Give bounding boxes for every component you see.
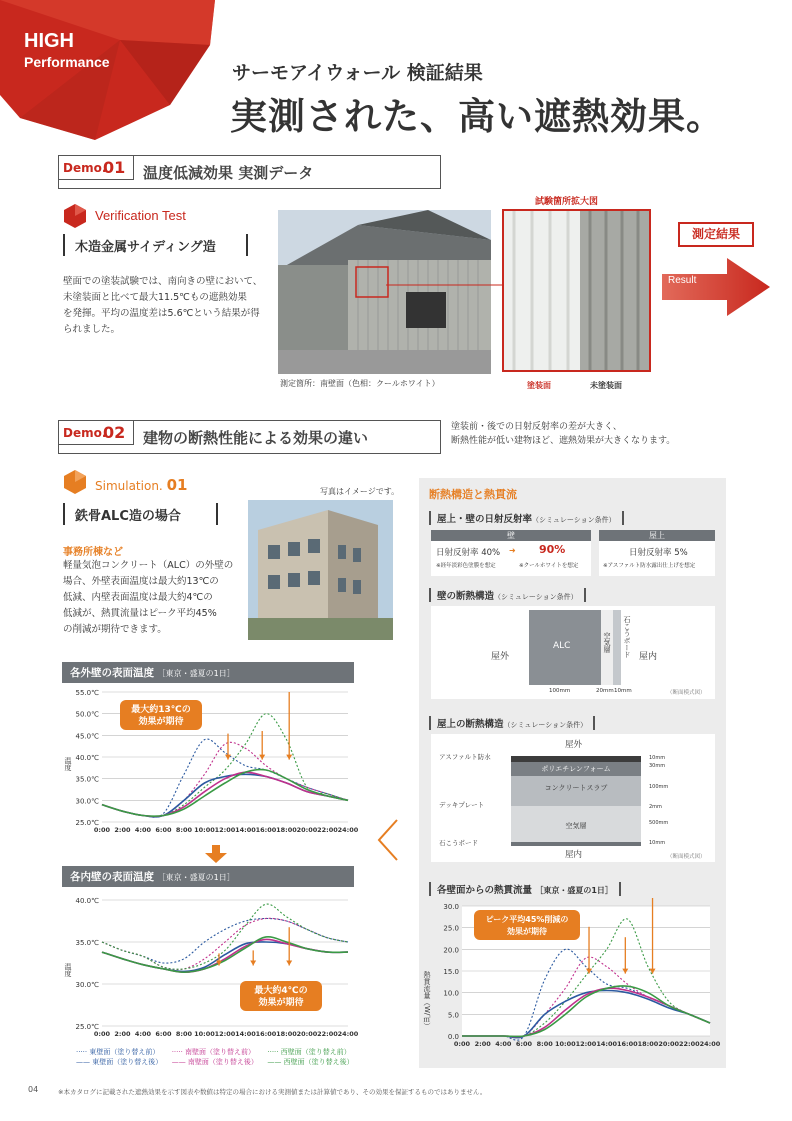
roof-struct-title: 屋上の断熱構造 (437, 719, 504, 730)
x-tick-label: 10:00 (194, 826, 215, 834)
y-axis-label: 温度 (64, 757, 72, 771)
reflect-wall-after-note: ※クールホワイトを想定 (519, 563, 579, 569)
heat-flow-chart (419, 898, 726, 1058)
flow-chart-title: 各壁面からの熱貫流量 (437, 885, 533, 896)
y-tick-label: 35.0℃ (75, 775, 99, 784)
y-tick-label: 5.0 (447, 1011, 459, 1020)
roof-label-board: 石こうボード (439, 839, 478, 847)
wall-struct-title-box (429, 588, 586, 602)
y-tick-label: 30.0℃ (75, 797, 99, 806)
reflect-wall-head: 壁 (431, 530, 591, 541)
result-arrow (662, 256, 772, 318)
panel-title: 断熱構造と熱貫流 (429, 488, 517, 501)
legend (76, 1047, 366, 1067)
x-tick-label: 18:00 (276, 826, 297, 834)
x-tick-label: 22:00 (678, 1040, 700, 1048)
flow-title-box (429, 882, 621, 896)
chart-callout (474, 910, 580, 940)
zoom-photo (502, 209, 651, 372)
verification-structure: 木造金属サイディング造 (75, 240, 216, 255)
wall-inside-label: 屋内 (639, 652, 658, 662)
demo1-tag: Demo. (63, 161, 107, 175)
x-tick-label: 8:00 (536, 1040, 553, 1048)
y-tick-label: 40.0℃ (75, 754, 99, 762)
simulation-title (95, 476, 187, 494)
hexagon-orange-icon (62, 469, 88, 495)
y-tick-label: 15.0 (443, 968, 459, 976)
x-tick-label: 4:00 (134, 826, 152, 834)
demo1-title: 温度低減効果 実測データ (143, 164, 314, 182)
demo2-title: 建物の断熱性能による効果の違い (143, 429, 369, 447)
x-tick-label: 12:00 (214, 826, 236, 834)
x-tick-label: 10:00 (554, 1040, 576, 1048)
roof-dim: 2mm (649, 804, 662, 810)
y-tick-label: 20.0 (443, 946, 459, 955)
callout-text: 効果が期待 (138, 717, 184, 727)
zoom-label: 試験箇所拡大図 (535, 197, 599, 207)
photo-note: 写真はイメージです。 (320, 487, 400, 496)
callout-text: 最大約4℃の (254, 986, 308, 996)
page-number: 04 (28, 1085, 39, 1094)
flow-chart-cond: ［東京・盛夏の1日］ (535, 886, 613, 895)
x-tick-label: 14:00 (235, 826, 256, 834)
demo2-tag: Demo. (63, 426, 107, 440)
roof-struct-title-box (429, 716, 595, 730)
x-tick-label: 22:00 (317, 1030, 338, 1038)
verification-text (63, 274, 273, 338)
page-subtitle: サーモアイウォール 検証結果 (232, 62, 483, 84)
y-tick-label: 25.0℃ (75, 1023, 99, 1031)
simulation-line: 低減が、熱貫流量はピーク平均45% (63, 608, 217, 619)
callout-text: 効果が期待 (507, 927, 547, 936)
badge-line1: HIGH (24, 30, 74, 52)
chevron-left-icon (375, 818, 401, 862)
badge (0, 0, 215, 140)
roof-dim: 500mm (649, 820, 669, 826)
y-tick-label: 35.0℃ (75, 939, 99, 947)
simulation-structure: 鉄骨ALC造の場合 (75, 509, 181, 524)
x-tick-label: 12:00 (575, 1040, 597, 1048)
painted-label: 塗装面 (527, 381, 551, 390)
simulation-line: の削減が期待できます。 (63, 624, 167, 635)
x-tick-label: 18:00 (637, 1040, 659, 1048)
inner-temp-chart (60, 886, 360, 1046)
chart-callout (240, 981, 322, 1011)
badge-line2: Performance (24, 54, 110, 70)
x-tick-label: 14:00 (235, 1030, 256, 1038)
reflect-roof-note: ※アスファルト防水露出仕上げを想定 (603, 563, 696, 569)
zoom-line (386, 279, 506, 291)
wall-dim: 100mm (549, 688, 571, 694)
x-tick-label: 4:00 (495, 1040, 512, 1048)
y-tick-label: 55.0℃ (75, 689, 99, 697)
chart-plot (64, 897, 359, 1038)
simulation-text (63, 558, 243, 638)
footer-note: ※本カタログに記載された遮熱効果を示す図表や数値は特定の場合における実測値または計算値であり、その効果を保証するものではありません。 (58, 1088, 487, 1096)
wall-struct-title: 壁の断熱構造 (437, 591, 495, 602)
x-tick-label: 14:00 (596, 1040, 618, 1048)
reflect-title: 屋上・壁の日射反射率 (437, 514, 533, 525)
x-tick-label: 16:00 (255, 1030, 277, 1038)
building-photo (248, 500, 393, 640)
roof-dims: 10mm 30mm (649, 755, 666, 769)
x-tick-label: 24:00 (337, 1030, 359, 1038)
x-tick-label: 20:00 (296, 826, 318, 834)
x-tick-label: 24:00 (699, 1040, 721, 1048)
roof-inside-label: 屋内 (565, 850, 583, 860)
legend-item: ····· 西壁面（塗り替え前） (267, 1048, 351, 1056)
wall-outside-label: 屋外 (491, 652, 510, 662)
y-tick-label: 30.0℃ (75, 981, 99, 989)
demo2-num: 02 (103, 423, 126, 442)
page-title: 実測された、高い遮熱効果。 (230, 95, 724, 138)
reflect-roof-value: 日射反射率 5% (629, 548, 688, 558)
roof-layer-concrete: コンクリートスラブ (511, 776, 641, 806)
roof-dim: 10mm (649, 840, 666, 846)
verification-structure-box (63, 234, 248, 256)
demo2-desc-line: 塗装前・後での日射反射率の差が大きく、 (451, 422, 622, 432)
chart-plot (64, 689, 359, 834)
simulation-line: 軽量気泡コンクリート（ALC）の外壁の (63, 560, 234, 571)
x-tick-label: 24:00 (337, 826, 359, 834)
x-tick-label: 20:00 (658, 1040, 680, 1048)
outer-chart-header (62, 662, 354, 683)
inner-chart-title: 各内壁の表面温度 (70, 871, 154, 883)
roof-label-asphalt: アスファルト防水 (439, 753, 491, 761)
x-tick-label: 4:00 (134, 1030, 152, 1038)
roof-outside-label: 屋外 (565, 740, 583, 750)
wall-board-label: 石こうボード (623, 616, 631, 658)
wall-note: （断面模式図） (667, 690, 706, 696)
wall-dim: 10mm (614, 688, 632, 694)
simulation-line: 低減、内壁表面温度は最大約4℃の (63, 592, 213, 603)
outer-chart-cond: ［東京・盛夏の1日］ (157, 669, 235, 678)
verification-line: 未塗装面と比べて最大11.5℃もの遮熱効果 (63, 292, 247, 303)
roof-label-deck: デッキプレート (439, 801, 485, 809)
house-photo (278, 210, 491, 374)
y-tick-label: 30.0 (443, 903, 459, 911)
simulation-structure-box (63, 503, 218, 525)
x-tick-label: 2:00 (474, 1040, 491, 1048)
wall-struct-cond: （シミュレーション条件） (494, 593, 578, 601)
wall-air-label: 空気層 (603, 632, 611, 653)
callout-text: 最大約13℃の (131, 705, 191, 715)
legend-item: ····· 東壁面（塗り替え前） (76, 1048, 160, 1056)
result-label-box (678, 222, 754, 247)
y-tick-label: 25.0 (443, 924, 459, 933)
reflect-wall-after: 90% (539, 543, 566, 556)
roof-layer-air: 空気層 (511, 806, 641, 842)
callout-text: ピーク平均45%削減の (485, 915, 569, 924)
wall-struct-diagram (431, 606, 715, 699)
hexagon-icon (62, 203, 88, 229)
x-tick-label: 12:00 (214, 1030, 236, 1038)
callout-text: 効果が期待 (258, 998, 304, 1008)
inner-chart-header (62, 866, 354, 887)
outer-chart-title: 各外壁の表面温度 (70, 667, 154, 679)
y-tick-label: 40.0℃ (75, 897, 99, 905)
y-axis-label: 熱貫流量（W/㎡） (423, 971, 431, 1030)
roof-dim: 100mm (649, 784, 669, 790)
reflect-wall-before: 日射反射率 40% (436, 548, 501, 558)
x-tick-label: 6:00 (155, 826, 172, 834)
y-tick-label: 25.0℃ (75, 819, 99, 827)
roof-struct-cond: （シミュレーション条件） (503, 721, 588, 729)
inner-chart-cond: ［東京・盛夏の1日］ (157, 873, 235, 882)
demo2-desc (451, 420, 675, 448)
x-tick-label: 16:00 (616, 1040, 638, 1048)
y-tick-label: 10.0 (443, 989, 459, 998)
wall-dim: 20mm (596, 688, 614, 694)
x-tick-label: 0:00 (453, 1040, 471, 1048)
verification-title: Verification Test (95, 208, 186, 223)
result-arrow-label: Result (668, 275, 697, 286)
x-tick-label: 8:00 (175, 826, 193, 834)
demo1-header (58, 155, 441, 189)
reflect-title-box (429, 511, 624, 525)
verification-line: られました。 (63, 324, 121, 335)
reflect-roof-box (599, 530, 715, 576)
legend-item: —— 東壁面（塗り替え後） (76, 1058, 163, 1066)
legend-item: ····· 南壁面（塗り替え前） (171, 1048, 256, 1056)
x-tick-label: 10:00 (194, 1030, 215, 1038)
x-tick-label: 2:00 (114, 826, 131, 834)
wall-alc-label: ALC (553, 641, 571, 651)
legend-item: —— 西壁面（塗り替え後） (267, 1058, 354, 1066)
down-arrow-icon (205, 845, 227, 863)
result-label: 測定結果 (691, 227, 740, 241)
roof-struct-diagram (431, 734, 715, 862)
y-axis-label: 温度 (64, 963, 72, 977)
reflect-wall-before-note: ※経年淡彩色塗膜を想定 (436, 563, 496, 569)
demo1-num: 01 (103, 158, 126, 177)
x-tick-label: 8:00 (175, 1030, 193, 1038)
reflect-roof-head: 屋上 (599, 530, 715, 541)
x-tick-label: 6:00 (155, 1030, 172, 1038)
simulation-line: 場合、外壁表面温度は最大約13℃の (63, 576, 219, 587)
legend-item: —— 南壁面（塗り替え後） (171, 1058, 258, 1066)
reflect-cond: （シミュレーション条件） (532, 516, 616, 524)
y-tick-label: 0.0 (447, 1033, 459, 1041)
x-tick-label: 18:00 (276, 1030, 297, 1038)
x-tick-label: 22:00 (317, 826, 338, 834)
x-tick-label: 0:00 (93, 1030, 111, 1038)
verification-line: を発揮。平均の温度差は5.6℃という結果が得 (63, 308, 260, 319)
x-tick-label: 16:00 (255, 826, 277, 834)
roof-layer-foam: ポリエチレンフォーム (511, 762, 641, 776)
chart-callout (120, 700, 202, 730)
reflect-wall-box: 壁 日射反射率 40% ➜ 90% ※経年淡彩色塗膜を想定 ※クールホワイトを想定 (431, 530, 591, 576)
photo-caption: 測定箇所：南壁面（色相：クールホワイト） (280, 379, 440, 388)
unpainted-label: 未塗装面 (590, 381, 622, 390)
x-tick-label: 2:00 (114, 1030, 131, 1038)
badge-shape (0, 0, 215, 140)
verification-line: 壁面での塗装試験では、南向きの壁において、 (63, 276, 263, 287)
y-tick-label: 50.0℃ (75, 710, 99, 719)
simulation-title-text: Simulation. (95, 479, 163, 493)
y-tick-label: 45.0℃ (75, 732, 99, 741)
simulation-num: 01 (166, 476, 188, 494)
demo2-desc-line: 断熱性能が低い建物ほど、遮熱効果が大きくなります。 (451, 436, 676, 446)
outer-temp-chart (60, 682, 360, 842)
x-tick-label: 0:00 (93, 826, 111, 834)
demo2-header (58, 420, 441, 454)
x-tick-label: 20:00 (296, 1030, 318, 1038)
roof-note: （断面模式図） (667, 854, 706, 860)
simulation-subhead: 事務所棟など (63, 547, 123, 558)
x-tick-label: 6:00 (515, 1040, 533, 1048)
